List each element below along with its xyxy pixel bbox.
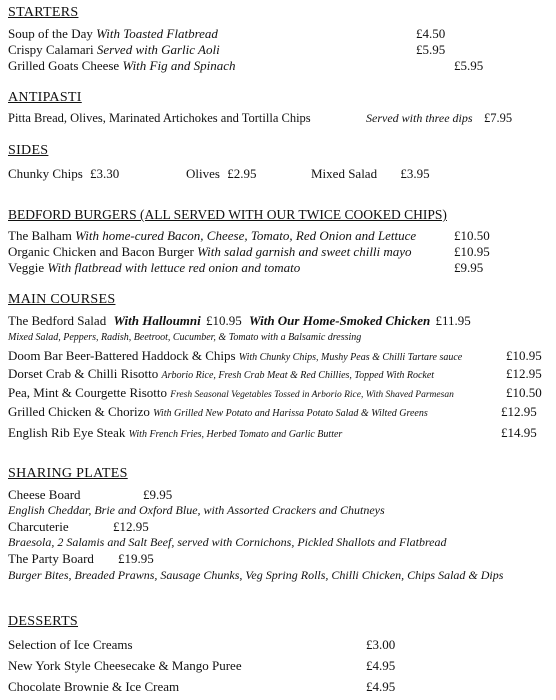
item-price: £3.30 (90, 166, 120, 181)
item-desc: English Cheddar, Brie and Oxford Blue, with Assorted Crackers and Chutneys (8, 503, 385, 517)
item-price: £3.00 (366, 637, 396, 652)
menu-item-rib-eye (8, 425, 342, 441)
menu-item-chicken-chorizo (8, 404, 428, 420)
menu-item-ice-creams: Selection of Ice Creams (8, 637, 133, 652)
menu-item-pea-risotto (8, 385, 454, 401)
item-name: Organic Chicken and Bacon Burger (8, 244, 194, 259)
item-name: Mixed Salad (311, 166, 378, 181)
menu-item-party-board: The Party Board (8, 551, 94, 566)
menu-item-balham (8, 228, 416, 243)
item-desc: With Fig and Spinach (122, 58, 236, 73)
item-price: £3.95 (400, 166, 430, 181)
item-desc: With flatbread with lettuce red onion and tomato (47, 260, 301, 275)
menu-item-antipasti: Pitta Bread, Olives, Marinated Artichokes and Tortilla Chips (8, 111, 311, 125)
starters-heading: STARTERS (8, 5, 79, 20)
item-name: The Bedford Salad (8, 313, 107, 328)
item-name: English Rib Eye Steak (8, 425, 126, 440)
item-name: Chunky Chips (8, 166, 83, 181)
item-price: £14.95 (501, 425, 537, 440)
item-name: Veggie (8, 260, 45, 275)
menu-item-cheese-board: Cheese Board (8, 487, 81, 502)
item-desc: Burger Bites, Breaded Prawns, Sausage Chunks, Veg Spring Rolls, Chilli Chicken, Chips Salad & Dips (8, 568, 504, 582)
menu-item-soup (8, 26, 218, 41)
item-desc: With French Fries, Herbed Tomato and Garlic Butter (128, 429, 343, 440)
item-price: £12.95 (113, 519, 149, 534)
menu-item-cheesecake: New York Style Cheesecake & Mango Puree (8, 658, 242, 673)
item-price: £19.95 (118, 551, 154, 566)
menu-item-chips (8, 166, 119, 181)
item-desc: Mixed Salad, Peppers, Radish, Beetroot, Cucumber, & Tomato with a Balsamic dressing (8, 332, 362, 343)
item-desc: Served with Garlic Aoli (96, 42, 220, 57)
item-name: Olives (186, 166, 220, 181)
sharing-heading: SHARING PLATES (8, 466, 128, 481)
menu-item-crab-risotto (8, 366, 434, 382)
menu-item-chicken-bacon-burger (8, 244, 412, 259)
item-option: With Our Home-Smoked Chicken (249, 313, 431, 328)
item-desc: Braesola, 2 Salamis and Salt Beef, served with Cornichons, Pickled Shallots and Flatbread (8, 535, 447, 549)
menu-item-goats-cheese (8, 58, 235, 73)
item-price: £5.95 (416, 42, 446, 57)
item-desc: Arborio Rice, Fresh Crab Meat & Red Chillies, Topped With Rocket (161, 370, 435, 381)
menu-item-calamari (8, 42, 220, 57)
item-name: Crispy Calamari (8, 42, 94, 57)
mains-heading: MAIN COURSES (8, 292, 116, 307)
item-name: Doom Bar Beer-Battered Haddock & Chips (8, 348, 236, 363)
item-price: £4.95 (366, 679, 396, 694)
menu-item-veggie (8, 260, 300, 275)
item-option: With Halloumni (113, 313, 201, 328)
item-price: £10.95 (206, 313, 242, 328)
item-price: £10.95 (506, 348, 542, 363)
menu-item-haddock (8, 348, 462, 364)
item-desc: With salad garnish and sweet chilli mayo (197, 244, 412, 259)
item-desc: Served with three dips (366, 111, 473, 125)
item-desc: With Grilled New Potato and Harissa Potato Salad & Wilted Greens (153, 408, 428, 419)
antipasti-heading: ANTIPASTI (8, 90, 82, 105)
item-price: £10.50 (506, 385, 542, 400)
item-price: £4.50 (416, 26, 446, 41)
item-price: £7.95 (484, 111, 513, 125)
item-desc: With Chunky Chips, Mushy Peas & Chilli Tartare sauce (238, 352, 463, 363)
item-price: £5.95 (454, 58, 484, 73)
desserts-heading: DESSERTS (8, 614, 79, 629)
menu-item-mixed-salad (311, 166, 430, 181)
item-price: £9.95 (143, 487, 173, 502)
menu-item-brownie: Chocolate Brownie & Ice Cream (8, 679, 180, 694)
item-price: £9.95 (454, 260, 484, 275)
item-price: £2.95 (227, 166, 257, 181)
item-price: £10.50 (454, 228, 490, 243)
item-desc: With Toasted Flatbread (96, 26, 218, 41)
item-price: £12.95 (501, 404, 537, 419)
item-desc: With home-cured Bacon, Cheese, Tomato, Red Onion and Lettuce (75, 228, 417, 243)
item-name: Grilled Goats Cheese (8, 58, 120, 73)
menu-item-bedford-salad (8, 313, 471, 328)
item-price: £12.95 (506, 366, 542, 381)
item-name: Grilled Chicken & Chorizo (8, 404, 150, 419)
item-price: £10.95 (454, 244, 490, 259)
menu-item-charcuterie: Charcuterie (8, 519, 69, 534)
sides-heading: SIDES (8, 143, 49, 158)
burgers-heading: BEDFORD BURGERS (ALL SERVED WITH OUR TWICE COOKED CHIPS) (8, 207, 447, 222)
item-desc: Fresh Seasonal Vegetables Tossed in Arborio Rice, With Shaved Parmesan (170, 390, 454, 400)
menu-item-olives (186, 166, 256, 181)
item-name: Soup of the Day (8, 26, 93, 41)
item-name: Dorset Crab & Chilli Risotto (8, 366, 159, 381)
item-name: Pea, Mint & Courgette Risotto (8, 385, 168, 400)
item-name: The Balham (8, 228, 72, 243)
item-price: £4.95 (366, 658, 396, 673)
item-price: £11.95 (435, 313, 471, 328)
